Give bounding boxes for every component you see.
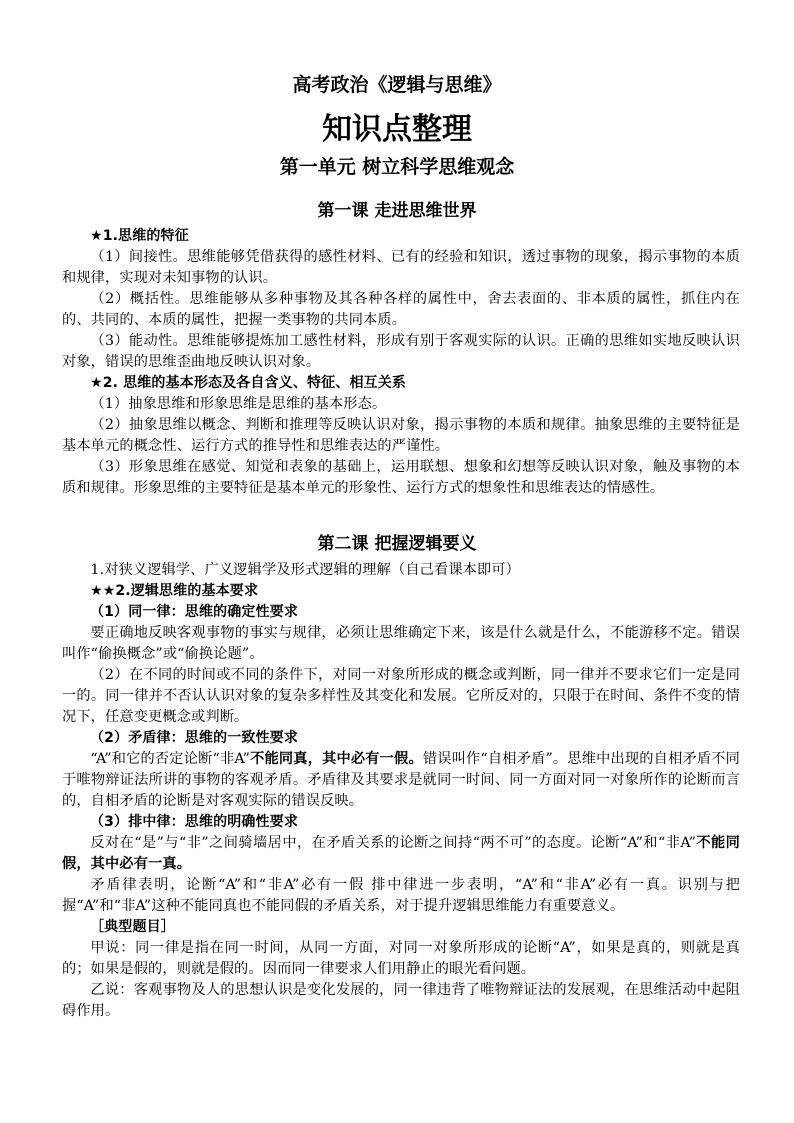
typical-question-heading: ［典型题目］	[90, 919, 175, 935]
law-heading: （2）矛盾律：思维的一致性要求	[90, 730, 298, 746]
paragraph: （2）概括性。思维能够从多种事物及其各种各样的属性中，舍去表面的、非本质的属性，抓住内在的、共同的、本质的属性，把握一类事物的共同本质。	[62, 291, 740, 328]
lesson1-body	[62, 226, 740, 499]
paragraph: （1）抽象思维和形象思维是思维的基本形态。	[90, 396, 387, 412]
lesson1-title: 第一课 走进思维世界	[317, 201, 477, 221]
lesson2-body	[62, 560, 740, 1022]
paragraph: 矛盾律表明，论断“A”和“非A”必有一假 排中律进一步表明，“A”和“非A”必有一真。识别与把握“A”和“非A”这种不能同真也不能同假的矛盾关系，对于提升逻辑思维能力有重要意义。	[62, 877, 740, 914]
paragraph: （2）抽象思维以概念、判断和推理等反映认识对象，揭示事物的本质和规律。抽象思维的主要特征是基本单元的概念性、运行方式的推导性和思维表达的严谨性。	[62, 417, 740, 454]
law-heading: （1）同一律：思维的确定性要求	[90, 604, 298, 620]
text-run: 反对在“是”与“非”之间骑墙居中，在矛盾关系的论断之间持“两不可”的态度。论断“A”和“非A”	[90, 835, 697, 851]
paragraph	[62, 749, 740, 812]
paragraph: 要正确地反映客观事物的事实与规律，必须让思维确定下来，该是什么就是什么，不能游移不定。错误叫作“偷换概念”或“偷换论题”。	[62, 625, 740, 662]
law-heading: （3）排中律：思维的明确性要求	[90, 814, 298, 830]
bold-text-run: 不能同假，其中必有一真。	[62, 835, 740, 872]
lesson2-title: 第二课 把握逻辑要义	[317, 534, 477, 554]
section-heading: ★★2.逻辑思维的基本要求	[90, 583, 259, 599]
document-subtitle: 知识点整理	[322, 112, 472, 147]
paragraph: （2）在不同的时间或不同的条件下，对同一对象所形成的概念或判断，同一律并不要求它们一定是同一的。同一律并不否认认识对象的复杂多样性及其变化和发展。它所反对的，只限于在时间、条件不变的情况下，任意变更概念或判断。	[62, 667, 740, 725]
section-heading: ★1.思维的特征	[90, 228, 189, 244]
paragraph: 甲说：同一律是指在同一时间，从同一方面，对同一对象所形成的论断“A”，如果是真的，则就是真的；如果是假的，则就是假的。因而同一律要求人们用静止的眼光看问题。	[62, 940, 740, 977]
text-run: “A”和它的否定论断“非A”	[90, 751, 251, 767]
unit-title: 第一单元 树立科学思维观念	[279, 156, 515, 178]
paragraph: （3）形象思维在感觉、知觉和表象的基础上，运用联想、想象和幻想等反映认识对象，触及事物的本质和规律。形象思维的主要特征是基本单元的形象性、运行方式的想象性和思维表达的情感性。	[62, 459, 740, 496]
section-heading: ★2. 思维的基本形态及各自含义、特征、相互关系	[90, 375, 407, 391]
paragraph: 乙说：客观事物及人的思想认识是变化发展的，同一律违背了唯物辩证法的发展观，在思维活动中起阻碍作用。	[62, 982, 740, 1019]
document-title: 高考政治《逻辑与思维》	[292, 74, 502, 96]
bold-text-run: 不能同真，其中必有一假。	[250, 751, 423, 767]
paragraph: （1）间接性。思维能够凭借获得的感性材料、已有的经验和知识，透过事物的现象，揭示事物的本质和规律，实现对未知事物的认识。	[62, 249, 740, 286]
paragraph: （3）能动性。思维能够提炼加工感性材料，形成有别于客观实际的认识。正确的思维如实地反映认识对象，错误的思维歪曲地反映认识对象。	[62, 333, 740, 370]
paragraph: 1.对狭义逻辑学、广义逻辑学及形式逻辑的理解（自己看课本即可）	[90, 562, 521, 578]
text-run: 错误叫作“自相矛盾”。思维中出现的自相矛盾不同于唯物辩证法所讲的事物的客观矛盾。矛盾律及其要求是就同一时间、同一方面对同一对象所作的论断而言的，自相矛盾的论断是对客观实际的错误反映。	[62, 751, 740, 809]
paragraph	[62, 833, 740, 875]
